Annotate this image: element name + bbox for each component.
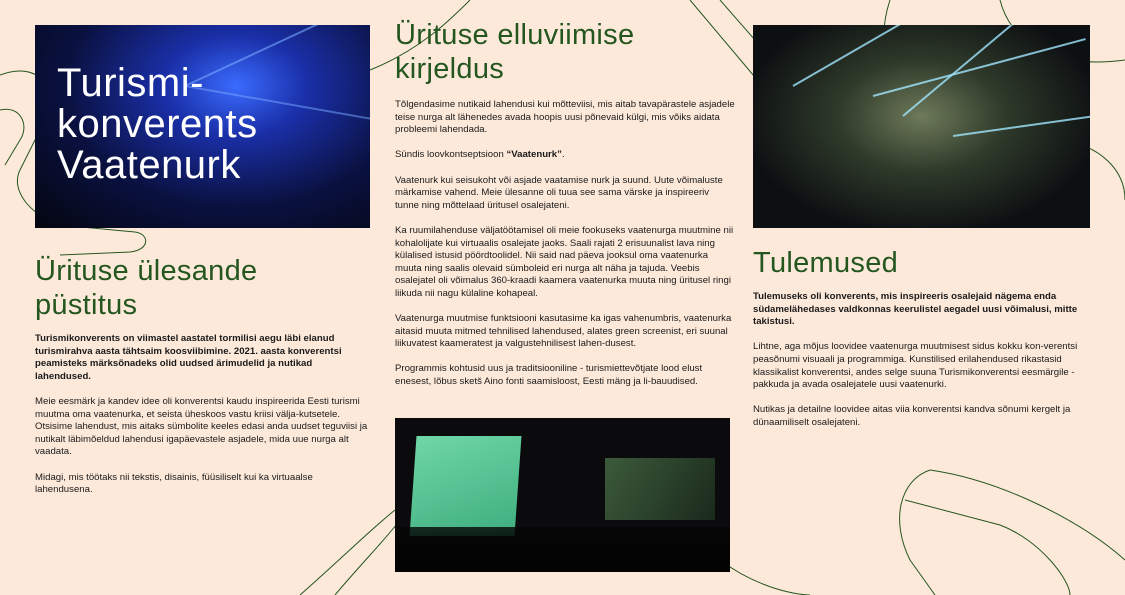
heading-line: püstitus <box>35 289 138 321</box>
section2-body <box>395 99 735 401</box>
paragraph <box>395 149 735 162</box>
concept-name: “Vaatenurk” <box>506 149 562 161</box>
text: Sündis loovkontseptsioon <box>395 149 507 161</box>
paragraph: Meie eesmärk ja kandev idee oli konverentsi kaudu inspireerida Eesti turismi muutma oma vaatenurka, et seista üheskoos vastu kriisi välja-kutsetele. Otsisime lahendust, mis aitaks sümbolite keeles edasi anda uudset teguviisi ja nutikalt läbimõeldud lahendusi igapäevastele asjadele, mida uue nurga alt vaadata. <box>35 395 368 458</box>
hero-title-line: Turismi- <box>57 61 204 105</box>
hero-title <box>57 63 258 186</box>
paragraph: Vaatenurk kui seisukoht või asjade vaatamise nurk ja suund. Uute võimaluste märkamise vahend. Meie ülesanne oli tuua see sama värske ja inspireeriv tunne ning mõttelaad üritusel osalejateni. <box>395 174 723 211</box>
paragraph: Lihtne, aga mõjus loovidee vaatenurga muutmisest sidus kokku kon-verentsi peasõnumi visuaali ja programmiga. Kunstilised erilahendused rikastasid klassikalist konverentsi, andes selge suuna Turismikonverentsi eesmärgile - pakkuda ja avada osalejatele uusi vaatenurki. <box>753 341 1078 391</box>
section1-heading <box>35 254 257 322</box>
paragraph: Tõlgendasime nutikaid lahendusi kui mõtteviisi, mis aitab tavapärastele asjadele teise nurga alt lähenedes avada hoopis uusi põnevaid külgi, mis võiks aidata probleemi lahendada. <box>395 99 735 136</box>
section3-lead: Tulemuseks oli konverents, mis inspireeris osalejaid nägema enda südamelähedases valdkonnas keerulistel aegadel uusi võimalusi, mitte takistusi. <box>753 291 1078 328</box>
paragraph: Midagi, mis töötaks nii tekstis, disainis, füüsiliselt kui ka virtuaalse lahendusena. <box>35 471 313 496</box>
section3-heading: Tulemused <box>753 247 899 279</box>
section1-lead: Turismikonverents on viimastel aastatel tormilisi aegu läbi elanud turismirahva aasta tähtsaim koosviibimine. 2021. aasta konverentsi peamisteks märksõnadeks olid uudsed ärimudelid ja nutikad lahendused. <box>35 333 342 382</box>
hero-concert-photo <box>35 25 370 228</box>
text: . <box>561 149 565 161</box>
section3-body <box>753 291 1093 442</box>
hero-title-line: Vaatenurk <box>57 143 241 187</box>
heading-line: Ürituse elluviimise <box>395 19 635 51</box>
paragraph: Programmis kohtusid uus ja traditsiooniline - turismiettevõtjate lood elust enesest, lõbus sketš Aino fonti saamisloost, Eesti mäng ja li-bauudised. <box>395 363 703 388</box>
audience <box>395 527 730 572</box>
green-screen-stage-photo <box>395 418 730 572</box>
hero-title-line: konverents <box>57 102 258 146</box>
heading-line: kirjeldus <box>395 53 505 85</box>
green-screen <box>410 436 522 536</box>
projection-screen <box>605 458 715 520</box>
paragraph: Nutikas ja detailne loovidee aitas viia konverentsi kandva sõnumi kergelt ja dünaamiliselt osalejateni. <box>753 404 1071 428</box>
paragraph: Vaatenurga muutmise funktsiooni kasutasime ka igas vahenumbris, vaatenurka aitasid muuta mitmed tehnilised lahendused, alates green screenist, eri suunal liikuvatest kaameratest ja valgustehnilisest lahen-dusest. <box>395 313 732 350</box>
section2-heading <box>395 18 634 86</box>
venue-stage-photo <box>753 25 1090 228</box>
section1-body <box>35 333 370 509</box>
paragraph: Ka ruumilahenduse väljatöötamisel oli meie fookuseks vaatenurga muutmine nii kohalolijate kui virtuaalis osalejate jaoks. Saali rajati 2 erisuunalist lava ning külalised istusid pöördtoolidel. Nii said nad päeva jooksul oma vaatenurka muuta ning saalis olevaid sümboleid eri nurga alt näha ja tajuda. Veebis osalejatel oli võimalus 360-kraadi kaamera vaatenurka muuta ning üritusel ringi liikuda nii nagu külaline kohapeal. <box>395 224 734 299</box>
heading-line: Ürituse ülesande <box>35 255 258 287</box>
